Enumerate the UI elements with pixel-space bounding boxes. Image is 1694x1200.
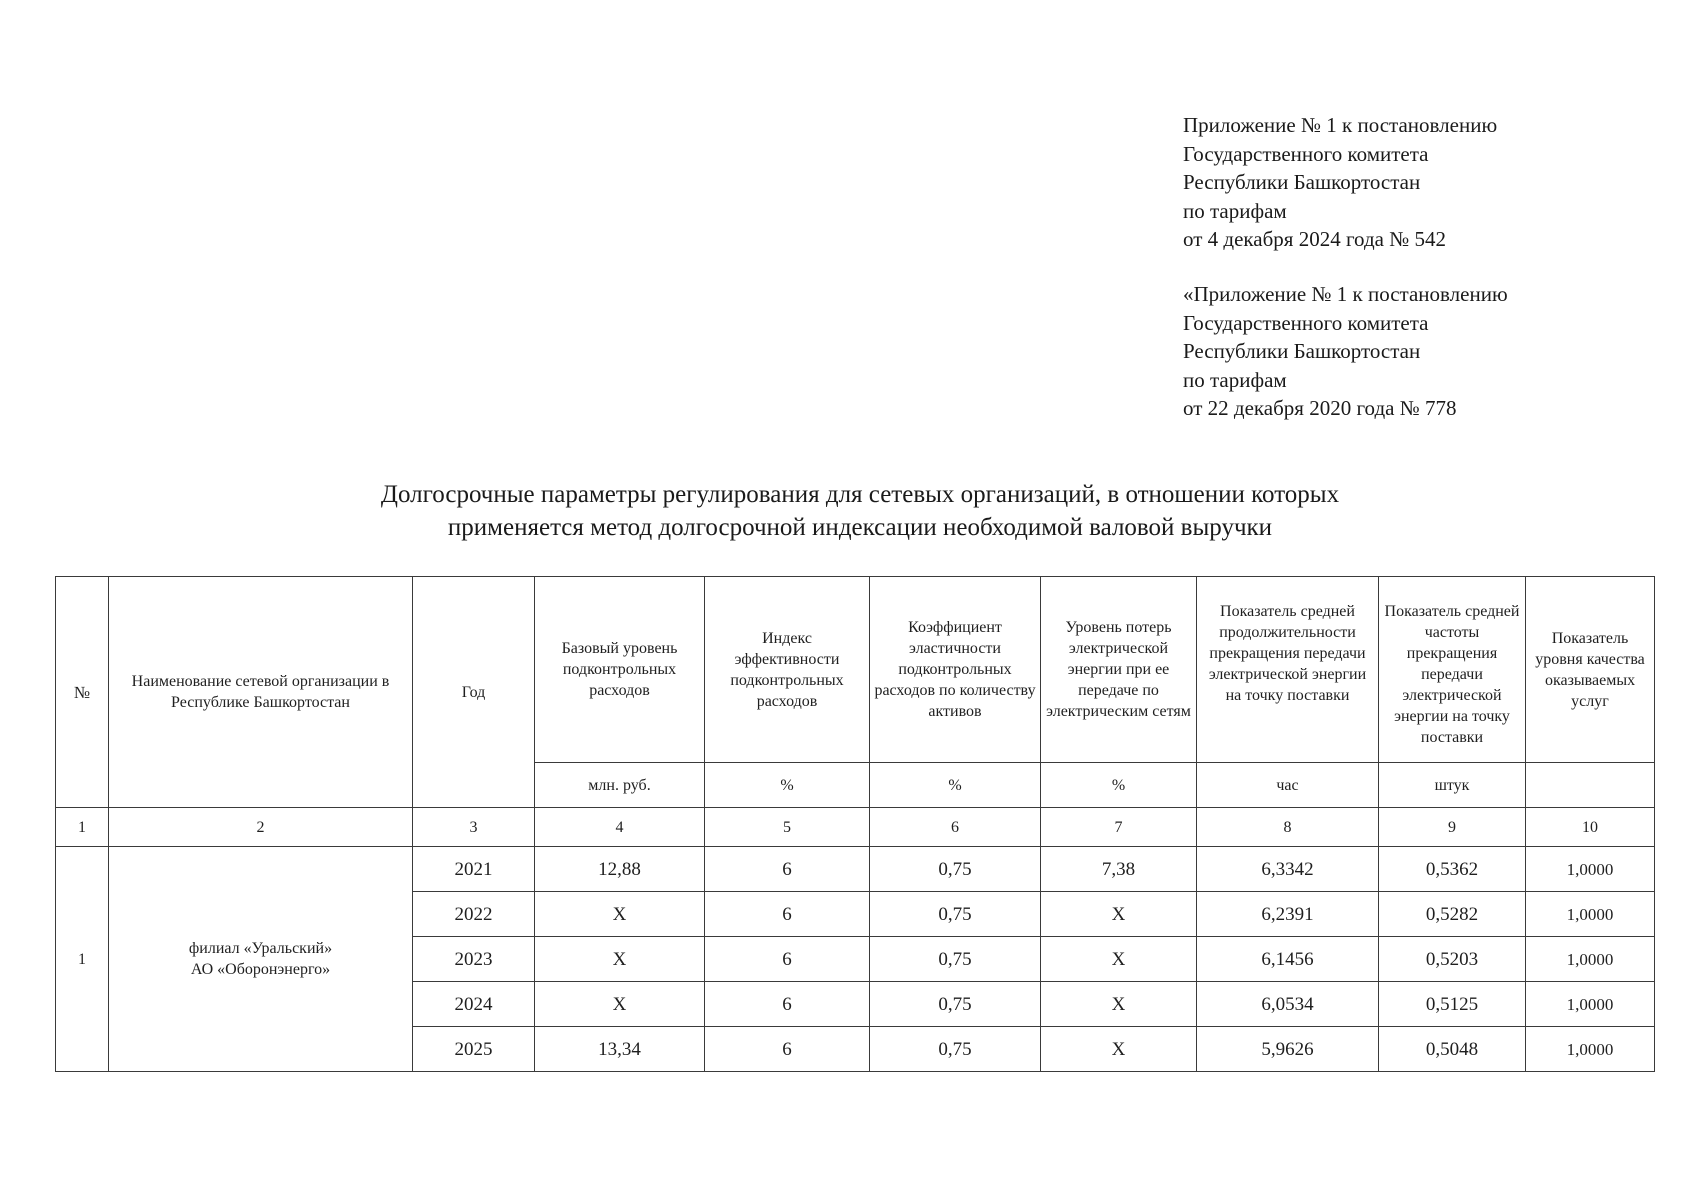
unit-cell: час	[1197, 763, 1379, 808]
header-elasticity: Коэффициент эластичности подконтрольных расходов по количеству активов	[870, 577, 1041, 763]
annex-line: Государственного комитета	[1183, 310, 1429, 335]
column-number: 8	[1197, 808, 1379, 847]
annex-line: «Приложение № 1 к постановлению	[1183, 282, 1508, 306]
frequency-cell: 0,5282	[1379, 892, 1526, 937]
column-number: 4	[535, 808, 705, 847]
losses-cell: Х	[1041, 982, 1197, 1027]
header-year: Год	[413, 577, 535, 808]
elasticity-cell: 0,75	[870, 937, 1041, 982]
elasticity-cell: 0,75	[870, 847, 1041, 892]
header-number: №	[56, 577, 109, 808]
header-row	[56, 577, 1655, 763]
column-number: 5	[705, 808, 870, 847]
annex-line: от 4 декабря 2024 года № 542	[1183, 227, 1446, 251]
column-number: 10	[1526, 808, 1655, 847]
year-cell: 2022	[413, 892, 535, 937]
losses-cell: Х	[1041, 892, 1197, 937]
duration-cell: 6,1456	[1197, 937, 1379, 982]
losses-cell: Х	[1041, 937, 1197, 982]
header-quality: Показатель уровня качества оказываемых услуг	[1526, 577, 1655, 763]
quality-cell: 1,0000	[1526, 937, 1655, 982]
year-cell: 2025	[413, 1027, 535, 1072]
frequency-cell: 0,5125	[1379, 982, 1526, 1027]
title-line: применяется метод долгосрочной индексации необходимой валовой выручки	[447, 514, 1273, 541]
header-frequency: Показатель средней частоты прекращения передачи электрической энергии на точку поставки	[1379, 577, 1526, 763]
annex-note-current	[1183, 111, 1497, 254]
base-costs-cell: Х	[535, 937, 705, 982]
year-cell: 2021	[413, 847, 535, 892]
efficiency-index-cell: 6	[705, 892, 870, 937]
annex-line: Республики Башкортостан	[1183, 339, 1421, 363]
efficiency-index-cell: 6	[705, 847, 870, 892]
annex-line: по тарифам	[1183, 198, 1287, 223]
organization-name	[109, 847, 413, 1072]
unit-cell: %	[705, 763, 870, 808]
unit-cell	[1526, 763, 1655, 808]
header-organization: Наименование сетевой организации в Республике Башкортостан	[109, 577, 413, 808]
organization-line: АО «Оборонэнерго»	[190, 961, 331, 978]
quality-cell: 1,0000	[1526, 1027, 1655, 1072]
duration-cell: 6,3342	[1197, 847, 1379, 892]
annex-line: Государственного комитета	[1183, 141, 1429, 166]
efficiency-index-cell: 6	[705, 982, 870, 1027]
duration-cell: 6,0534	[1197, 982, 1379, 1027]
losses-cell: 7,38	[1041, 847, 1197, 892]
column-number: 3	[413, 808, 535, 847]
organization-line: филиал «Уральский»	[188, 940, 333, 957]
column-number: 6	[870, 808, 1041, 847]
annex-line: от 22 декабря 2020 года № 778	[1183, 396, 1457, 420]
title-line: Долгосрочные параметры регулирования для сетевых организаций, в отношении которых	[380, 481, 1340, 508]
row-group-number: 1	[56, 847, 109, 1072]
base-costs-cell: 13,34	[535, 1027, 705, 1072]
year-cell: 2023	[413, 937, 535, 982]
efficiency-index-cell: 6	[705, 1027, 870, 1072]
duration-cell: 5,9626	[1197, 1027, 1379, 1072]
unit-cell: %	[1041, 763, 1197, 808]
header-base-costs: Базовый уровень подконтрольных расходов	[535, 577, 705, 763]
unit-cell: млн. руб.	[535, 763, 705, 808]
annex-note-original	[1183, 280, 1508, 423]
quality-cell: 1,0000	[1526, 847, 1655, 892]
quality-cell: 1,0000	[1526, 892, 1655, 937]
column-number: 9	[1379, 808, 1526, 847]
base-costs-cell: Х	[535, 982, 705, 1027]
header-duration: Показатель средней продолжительности прекращения передачи электрической энергии на точку поставки	[1197, 577, 1379, 763]
elasticity-cell: 0,75	[870, 1027, 1041, 1072]
losses-cell: Х	[1041, 1027, 1197, 1072]
column-number: 2	[109, 808, 413, 847]
frequency-cell: 0,5048	[1379, 1027, 1526, 1072]
unit-cell: штук	[1379, 763, 1526, 808]
annex-line: Приложение № 1 к постановлению	[1183, 113, 1498, 137]
unit-cell: %	[870, 763, 1041, 808]
frequency-cell: 0,5203	[1379, 937, 1526, 982]
year-cell: 2024	[413, 982, 535, 1027]
column-number: 1	[56, 808, 109, 847]
table-row	[56, 847, 1655, 892]
column-number-row	[56, 808, 1655, 847]
document-title	[150, 478, 1570, 544]
elasticity-cell: 0,75	[870, 982, 1041, 1027]
header-efficiency-index: Индекс эффективности подконтрольных расходов	[705, 577, 870, 763]
quality-cell: 1,0000	[1526, 982, 1655, 1027]
header-losses: Уровень потерь электрической энергии при ее передаче по электрическим сетям	[1041, 577, 1197, 763]
base-costs-cell: 12,88	[535, 847, 705, 892]
column-number: 7	[1041, 808, 1197, 847]
annex-line: по тарифам	[1183, 367, 1287, 392]
elasticity-cell: 0,75	[870, 892, 1041, 937]
annex-line: Республики Башкортостан	[1183, 170, 1421, 194]
efficiency-index-cell: 6	[705, 937, 870, 982]
duration-cell: 6,2391	[1197, 892, 1379, 937]
regulation-parameters-table	[55, 576, 1655, 1072]
base-costs-cell: Х	[535, 892, 705, 937]
frequency-cell: 0,5362	[1379, 847, 1526, 892]
